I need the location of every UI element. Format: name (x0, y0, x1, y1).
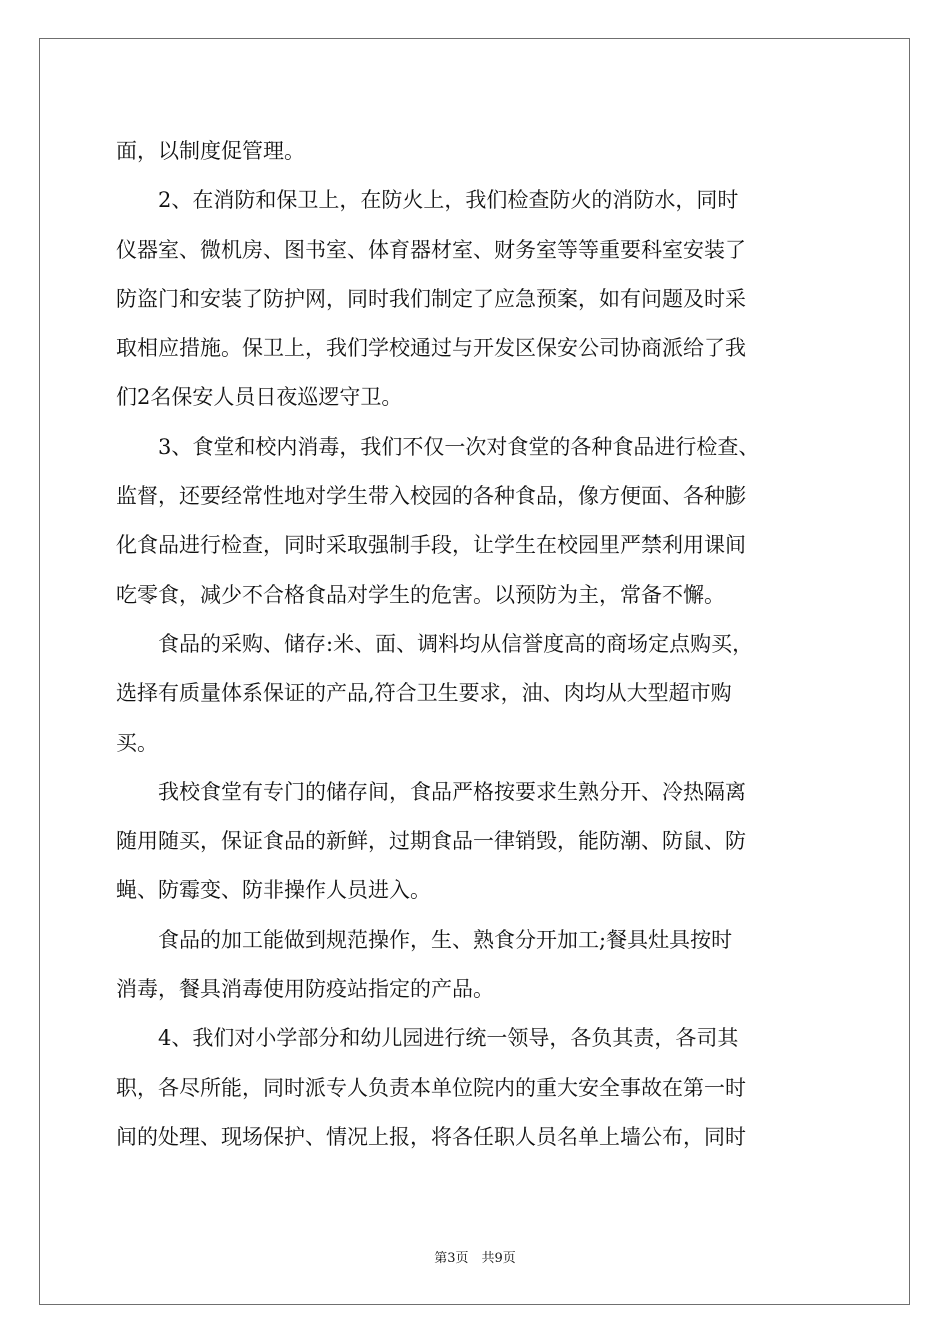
text-line: 面，以制度促管理。 (116, 139, 305, 163)
paragraph (116, 127, 856, 176)
text-line: 职，各尽所能，同时派专人负责本单位院内的重大安全事故在第一时 (116, 1075, 746, 1100)
text-line: 化食品进行检查，同时采取强制手段，让学生在校园里严禁利用课间 (116, 533, 746, 558)
text-line: 蝇、防霉变、防非操作人员进入。 (116, 878, 431, 903)
text-line: 4、我们对小学部分和幼儿园进行统一领导，各负其责，各司其 (116, 1026, 739, 1051)
text-line: 间的处理、现场保护、情况上报，将各任职人员名单上墙公布，同时 (116, 1124, 746, 1149)
text-line: 2、在消防和保卫上，在防火上，我们检查防火的消防水，同时 (116, 188, 739, 213)
text-line: 取相应措施。保卫上，我们学校通过与开发区保安公司协商派给了我 (116, 336, 746, 361)
paragraph (116, 176, 856, 422)
text-line: 仪器室、微机房、图书室、体育器材室、财务室等等重要科室安装了 (116, 237, 746, 262)
paragraph (116, 620, 856, 768)
text-line: 吃零食，减少不合格食品对学生的危害。以预防为主，常备不懈。 (116, 582, 725, 607)
paragraph (116, 768, 856, 916)
text-line: 买。 (116, 730, 158, 755)
paragraph (116, 423, 856, 620)
text-line: 食品的采购、储存:米、面、调料均从信誉度高的商场定点购买， (116, 631, 754, 656)
text-line: 消毒，餐具消毒使用防疫站指定的产品。 (116, 977, 494, 1002)
page-footer: 第3页 共9页 (434, 1251, 516, 1266)
text-line: 监督，还要经常性地对学生带入校园的各种食品，像方便面、各种膨 (116, 484, 746, 509)
text-line: 3、食堂和校内消毒，我们不仅一次对食堂的各种食品进行检查、 (116, 434, 760, 459)
document-body (116, 127, 856, 1162)
text-line: 选择有质量体系保证的产品,符合卫生要求，油、肉均从大型超市购 (116, 681, 732, 706)
text-line: 防盗门和安装了防护网，同时我们制定了应急预案，如有问题及时采 (116, 286, 746, 311)
text-line: 我校食堂有专门的储存间，食品严格按要求生熟分开、冷热隔离 (116, 779, 746, 804)
paragraph (116, 1014, 856, 1162)
text-line: 食品的加工能做到规范操作，生、熟食分开加工;餐具灶具按时 (116, 927, 733, 952)
text-line: 们2名保安人员日夜巡逻守卫。 (116, 385, 403, 410)
paragraph (116, 916, 856, 1015)
text-line: 随用随买，保证食品的新鲜，过期食品一律销毁，能防潮、防鼠、防 (116, 829, 746, 854)
